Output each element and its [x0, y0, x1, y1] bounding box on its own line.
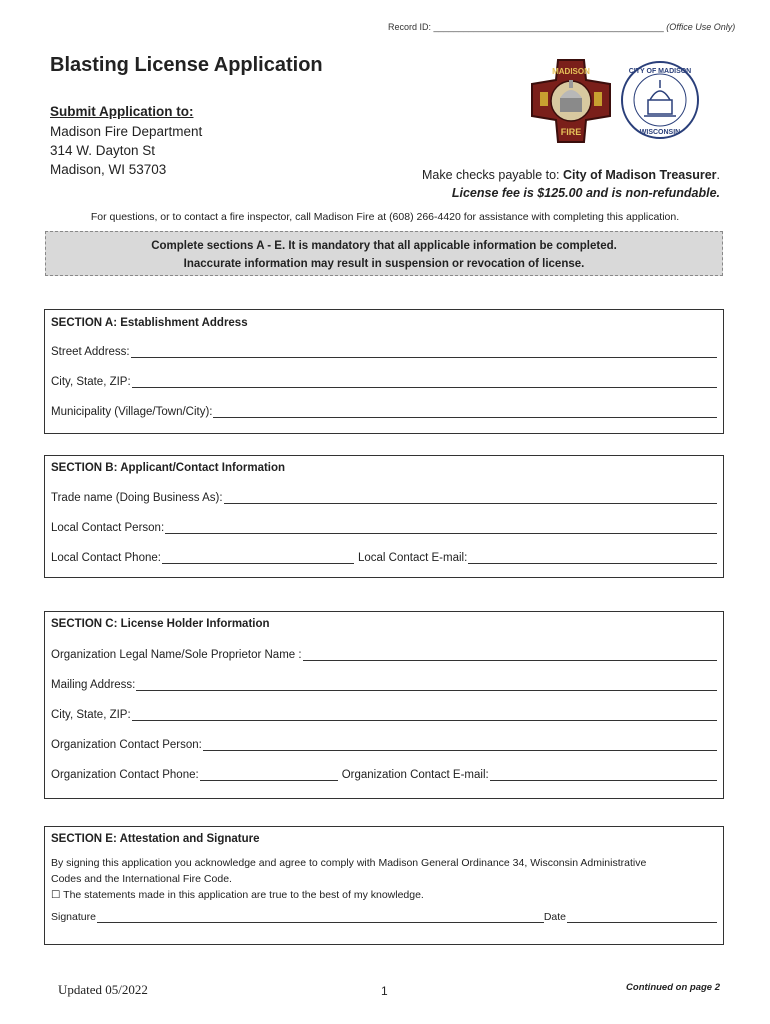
local-contact-phone-label: Local Contact Phone: [51, 552, 161, 564]
continued-note: Continued on page 2 [626, 982, 720, 993]
org-name-blank[interactable] [303, 650, 717, 661]
municipality-blank[interactable] [213, 407, 717, 418]
license-fee-note: License fee is $125.00 and is non-refundable. [451, 186, 720, 200]
date-blank[interactable] [567, 912, 717, 923]
date-label: Date [543, 911, 566, 923]
checks-prefix: Make checks payable to: [421, 168, 563, 182]
record-id-label: Record ID: ______________________________________________ [388, 22, 664, 32]
section-e-heading: SECTION E: Attestation and Signature [51, 833, 260, 845]
updated-date: Updated 05/2022 [58, 982, 148, 997]
submit-heading: Submit Application to: [50, 104, 194, 119]
section-a-heading: SECTION A: Establishment Address [51, 317, 248, 329]
checks-suffix: . [716, 168, 720, 182]
signature-blank[interactable] [97, 912, 544, 923]
address-line-3: Madison, WI 53703 [50, 162, 167, 177]
org-contact-phone-email-row [51, 769, 717, 781]
local-contact-person-blank[interactable] [165, 523, 717, 534]
org-city-state-zip-label: City, State, ZIP: [51, 709, 131, 721]
fire-logo-bottom-text: FIRE [560, 127, 582, 137]
checks-payee: City of Madison Treasurer [563, 168, 717, 182]
org-contact-email-label: Organization Contact E-mail: [341, 769, 489, 781]
page-number: 1 [381, 984, 388, 998]
section-b [44, 455, 724, 578]
city-state-zip-label: City, State, ZIP: [51, 376, 131, 388]
attestation-paragraph [51, 855, 713, 903]
seal-bottom-text: WISCONSIN [639, 129, 681, 136]
trade-name-blank[interactable] [224, 493, 717, 504]
section-c [44, 611, 724, 799]
trade-name-field[interactable] [51, 492, 717, 504]
org-contact-person-field[interactable] [51, 739, 717, 751]
section-a [44, 309, 724, 434]
attestation-checkbox-label: The statements made in this application are true to the best of my knowledge. [63, 889, 424, 901]
local-contact-phone-blank[interactable] [162, 553, 354, 564]
questions-note: For questions, or to contact a fire inspector, call Madison Fire at (608) 266-4420 for assistance with completing this application. [90, 211, 680, 223]
municipality-field[interactable] [51, 406, 717, 418]
local-contact-phone-email-row [51, 552, 717, 564]
org-name-field[interactable] [51, 649, 717, 661]
mailing-address-label: Mailing Address: [51, 679, 136, 691]
notice-line-1: Complete sections A - E. It is mandatory that all applicable information be completed. [151, 240, 617, 252]
mailing-address-blank[interactable] [136, 680, 717, 691]
notice-line-2: Inaccurate information may result in suspension or revocation of license. [183, 258, 585, 270]
section-b-heading: SECTION B: Applicant/Contact Information [51, 462, 286, 474]
attestation-line-2: Codes and the International Fire Code. [51, 873, 232, 885]
madison-fire-logo [530, 58, 612, 144]
local-contact-email-label: Local Contact E-mail: [357, 552, 468, 564]
seal-top-text: CITY OF MADISON [628, 68, 692, 75]
org-city-state-zip-blank[interactable] [132, 710, 717, 721]
attestation-line-1: By signing this application you acknowledge and agree to comply with Madison General Ordinance 34, Wisconsin Administrative [51, 857, 647, 869]
org-contact-person-blank[interactable] [203, 740, 717, 751]
city-state-zip-blank[interactable] [132, 377, 717, 388]
local-contact-email-blank[interactable] [468, 553, 717, 564]
org-name-label: Organization Legal Name/Sole Proprietor Name : [51, 649, 302, 661]
street-address-blank[interactable] [131, 347, 717, 358]
mailing-address-field[interactable] [51, 679, 717, 691]
signature-date-row [51, 911, 717, 923]
municipality-label: Municipality (Village/Town/City): [51, 406, 213, 418]
record-id-line [388, 22, 735, 32]
office-use-note: (Office Use Only) [666, 22, 736, 32]
page-title: Blasting License Application [50, 54, 323, 76]
trade-name-label: Trade name (Doing Business As): [51, 492, 223, 504]
org-contact-person-label: Organization Contact Person: [51, 739, 202, 751]
fire-logo-top-text: MADISON [552, 67, 590, 76]
org-city-state-zip-field[interactable] [51, 709, 717, 721]
org-contact-phone-blank[interactable] [200, 770, 338, 781]
section-c-heading: SECTION C: License Holder Information [51, 618, 270, 630]
mandatory-notice-box [45, 231, 723, 276]
address-line-2: 314 W. Dayton St [50, 143, 156, 158]
signature-label: Signature [51, 911, 96, 923]
local-contact-person-field[interactable] [51, 522, 717, 534]
org-contact-email-blank[interactable] [490, 770, 717, 781]
city-state-zip-field[interactable] [51, 376, 717, 388]
street-address-label: Street Address: [51, 346, 130, 358]
checks-payable-line [422, 168, 720, 182]
attestation-checkbox[interactable]: ☐ [51, 889, 61, 901]
street-address-field[interactable] [51, 346, 717, 358]
local-contact-person-label: Local Contact Person: [51, 522, 165, 534]
section-e [44, 826, 724, 945]
city-of-madison-seal [620, 60, 700, 140]
address-line-1: Madison Fire Department [50, 124, 203, 139]
org-contact-phone-label: Organization Contact Phone: [51, 769, 199, 781]
attestation-checkbox-row [51, 887, 713, 903]
